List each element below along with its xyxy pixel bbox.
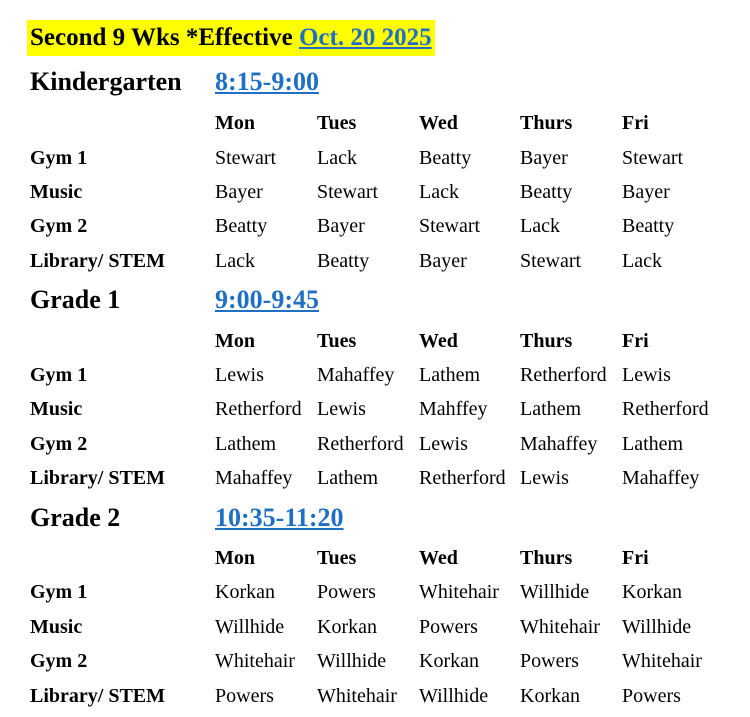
teacher-cell: Stewart: [419, 215, 481, 237]
teacher-cell: Whitehair: [419, 581, 499, 603]
teacher-cell: Lathem: [215, 433, 277, 455]
activity-label: Gym 2: [30, 650, 88, 672]
teacher-cell: Lewis: [215, 364, 264, 386]
teacher-cell: Korkan: [520, 685, 580, 707]
teacher-cell: Willhide: [419, 685, 489, 707]
teacher-cell: Lack: [622, 250, 662, 272]
teacher-cell: Beatty: [419, 147, 472, 169]
teacher-cell: Stewart: [622, 147, 684, 169]
teacher-cell: Lewis: [520, 467, 569, 489]
teacher-cell: Mahaffey: [622, 467, 700, 489]
activity-label: Library/ STEM: [30, 685, 166, 707]
teacher-cell: Beatty: [317, 250, 370, 272]
day-label: Thurs: [520, 112, 573, 134]
teacher-cell: Willhide: [215, 616, 285, 638]
teacher-cell: Stewart: [317, 181, 379, 203]
activity-label: Music: [30, 398, 83, 420]
header-text: Second 9 Wks *Effective: [30, 24, 299, 51]
schedule-row: [0, 578, 750, 606]
day-label: Fri: [622, 330, 649, 352]
day-label: Thurs: [520, 330, 573, 352]
schedule-row: [0, 647, 750, 675]
teacher-cell: Retherford: [622, 398, 709, 420]
teacher-cell: Willhide: [317, 650, 387, 672]
teacher-cell: Stewart: [215, 147, 277, 169]
teacher-cell: Lack: [317, 147, 357, 169]
teacher-cell: Whitehair: [520, 616, 600, 638]
section-time-grade-2[interactable]: 10:35-11:20: [215, 503, 344, 532]
teacher-cell: Powers: [622, 685, 681, 707]
teacher-cell: Lack: [419, 181, 459, 203]
day-label: Tues: [317, 330, 357, 352]
day-label: Wed: [419, 330, 458, 352]
teacher-cell: Retherford: [317, 433, 404, 455]
teacher-cell: Lathem: [317, 467, 379, 489]
teacher-cell: Bayer: [317, 215, 365, 237]
teacher-cell: Lathem: [419, 364, 481, 386]
schedule-row: [0, 682, 750, 710]
teacher-cell: Lack: [520, 215, 560, 237]
teacher-cell: Bayer: [419, 250, 467, 272]
teacher-cell: Korkan: [419, 650, 479, 672]
schedule-row: [0, 613, 750, 641]
activity-label: Gym 1: [30, 581, 88, 603]
teacher-cell: Bayer: [520, 147, 568, 169]
day-label: Mon: [215, 112, 255, 134]
schedule-row: [0, 144, 750, 172]
teacher-cell: Mahaffey: [215, 467, 293, 489]
teacher-cell: Lack: [215, 250, 255, 272]
section-title-kindergarten: Kindergarten: [30, 67, 182, 96]
activity-label: Gym 2: [30, 215, 88, 237]
teacher-cell: Powers: [317, 581, 376, 603]
teacher-cell: Retherford: [520, 364, 607, 386]
teacher-cell: Lathem: [622, 433, 684, 455]
teacher-cell: Beatty: [622, 215, 675, 237]
section-time-kindergarten[interactable]: 8:15-9:00: [215, 67, 319, 96]
schedule-row: [0, 178, 750, 206]
schedule-row: [0, 247, 750, 275]
activity-label: Music: [30, 616, 83, 638]
schedule-row: [0, 212, 750, 240]
teacher-cell: Mahffey: [419, 398, 488, 420]
teacher-cell: Lewis: [317, 398, 366, 420]
teacher-cell: Beatty: [215, 215, 268, 237]
teacher-cell: Retherford: [419, 467, 506, 489]
teacher-cell: Whitehair: [215, 650, 295, 672]
teacher-cell: Whitehair: [317, 685, 397, 707]
section-title-grade-2: Grade 2: [30, 503, 121, 532]
day-label: Mon: [215, 330, 255, 352]
activity-label: Gym 2: [30, 433, 88, 455]
teacher-cell: Willhide: [520, 581, 590, 603]
day-header-row: [0, 544, 750, 572]
teacher-cell: Powers: [520, 650, 579, 672]
teacher-cell: Lewis: [419, 433, 468, 455]
schedule-header: [27, 20, 435, 56]
day-label: Fri: [622, 547, 649, 569]
day-label: Tues: [317, 112, 357, 134]
day-header-row: [0, 109, 750, 137]
teacher-cell: Korkan: [622, 581, 682, 603]
schedule-row: [0, 464, 750, 492]
day-label: Mon: [215, 547, 255, 569]
teacher-cell: Lathem: [520, 398, 582, 420]
day-header-row: [0, 327, 750, 355]
teacher-cell: Whitehair: [622, 650, 702, 672]
activity-label: Gym 1: [30, 364, 88, 386]
teacher-cell: Bayer: [622, 181, 670, 203]
day-label: Thurs: [520, 547, 573, 569]
teacher-cell: Mahaffey: [317, 364, 395, 386]
teacher-cell: Powers: [419, 616, 478, 638]
day-label: Wed: [419, 547, 458, 569]
schedule-row: [0, 395, 750, 423]
effective-date-link[interactable]: Oct. 20 2025: [298, 24, 432, 51]
teacher-cell: Stewart: [520, 250, 582, 272]
activity-label: Music: [30, 181, 83, 203]
teacher-cell: Willhide: [622, 616, 692, 638]
teacher-cell: Beatty: [520, 181, 573, 203]
teacher-cell: Bayer: [215, 181, 263, 203]
teacher-cell: Lewis: [622, 364, 671, 386]
teacher-cell: Powers: [215, 685, 274, 707]
section-title-grade-1: Grade 1: [30, 285, 121, 314]
schedule-row: [0, 361, 750, 389]
section-time-grade-1[interactable]: 9:00-9:45: [215, 285, 319, 314]
schedule-row: [0, 430, 750, 458]
day-label: Wed: [419, 112, 458, 134]
day-label: Tues: [317, 547, 357, 569]
activity-label: Library/ STEM: [30, 250, 166, 272]
activity-label: Library/ STEM: [30, 467, 166, 489]
teacher-cell: Korkan: [215, 581, 275, 603]
activity-label: Gym 1: [30, 147, 88, 169]
teacher-cell: Mahaffey: [520, 433, 598, 455]
teacher-cell: Korkan: [317, 616, 377, 638]
day-label: Fri: [622, 112, 649, 134]
teacher-cell: Retherford: [215, 398, 302, 420]
